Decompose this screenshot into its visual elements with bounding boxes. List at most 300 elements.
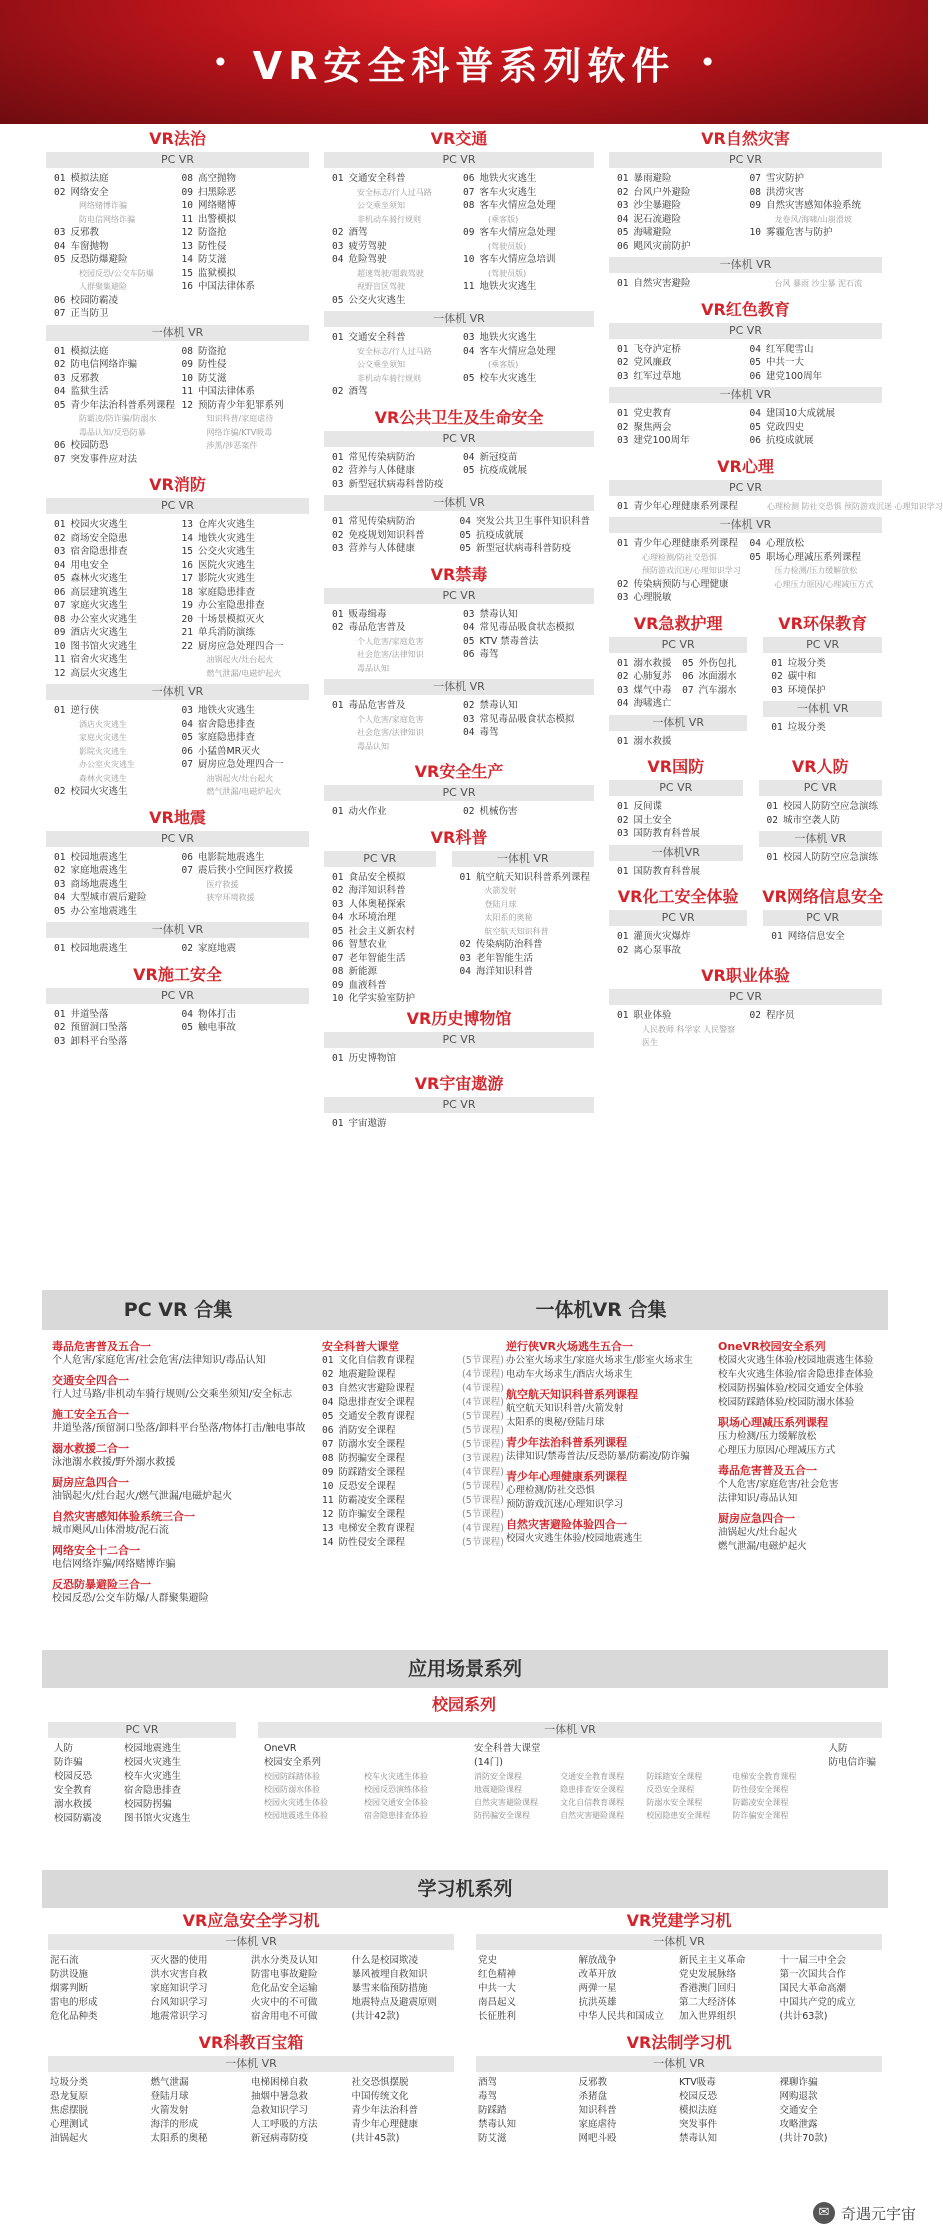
study-item: 第二大经济体 bbox=[679, 1997, 737, 2008]
collection-group-items: 办公室火场求生/家庭火场求生/影室火场求生 电动车火场求生/酒店火场求生 bbox=[506, 1355, 693, 1380]
study-item: 反邪教 bbox=[578, 2077, 608, 2088]
course-name: 自然灾害避险课程 bbox=[338, 1383, 415, 1394]
tail-block bbox=[828, 1742, 876, 1822]
onevr-item: 校车火灾逃生体验 bbox=[364, 1772, 428, 1781]
study-item: (共计70款) bbox=[779, 2133, 828, 2144]
pair-right bbox=[757, 886, 888, 965]
item-number: 01 bbox=[617, 538, 629, 549]
collection-group-title: OneVR校园安全系列 bbox=[718, 1340, 826, 1353]
software-item bbox=[463, 726, 590, 740]
item-label: 图书馆火灾逃生 bbox=[70, 640, 137, 652]
software-item bbox=[182, 226, 306, 240]
item-label: 宿舍火灾逃生 bbox=[70, 654, 128, 665]
item-number: 02 bbox=[459, 939, 471, 950]
study-item: 电梯困梯自救 bbox=[251, 2077, 309, 2088]
software-item bbox=[617, 1036, 746, 1050]
scene-item: 防诈骗 bbox=[54, 1757, 83, 1768]
item-number: 02 bbox=[617, 186, 629, 198]
item-number: 17 bbox=[181, 573, 193, 584]
item-label: 狭窄环境救援 bbox=[206, 893, 255, 902]
item-number: 01 bbox=[54, 1008, 66, 1020]
section-pair bbox=[603, 756, 888, 886]
item-label: 校园人防防空应急演练 bbox=[782, 852, 878, 863]
item-label: 卸料平台坠落 bbox=[70, 1035, 128, 1047]
collection-group-items: 法律知识/禁毒普法/反恐防暴/防霸凌/防诈骗 bbox=[506, 1451, 690, 1462]
software-item bbox=[332, 608, 459, 622]
study-grid bbox=[42, 2074, 460, 2148]
item-label: 反恐防爆避险 bbox=[70, 254, 128, 265]
course-row bbox=[322, 1410, 504, 1424]
page-title: VR安全科普系列软件 bbox=[252, 43, 676, 88]
software-item bbox=[750, 407, 879, 421]
study-item: 家庭虐待 bbox=[578, 2119, 617, 2130]
item-label: 国防教育科普展 bbox=[633, 828, 700, 839]
item-number: 04 bbox=[463, 727, 475, 738]
item-label: 沙尘暴避险 bbox=[633, 200, 681, 211]
pc-vr-label: PC VR bbox=[759, 780, 882, 796]
scene-pc bbox=[42, 1720, 242, 1828]
software-item bbox=[54, 731, 178, 745]
item-label: 视野盲区驾驶 bbox=[357, 282, 405, 291]
software-item bbox=[182, 599, 306, 613]
tail-item: 防电信诈骗 bbox=[828, 1757, 876, 1768]
item-label: 模拟法庭 bbox=[70, 173, 109, 184]
software-item bbox=[332, 699, 459, 713]
software-item bbox=[617, 277, 746, 291]
study-item: 红色精神 bbox=[478, 1969, 517, 1980]
item-label: 仓库火灾逃生 bbox=[197, 519, 255, 530]
item-number: 02 bbox=[463, 806, 475, 817]
item-number: 03 bbox=[463, 332, 475, 343]
course-number: 09 bbox=[322, 1467, 334, 1478]
software-item bbox=[332, 267, 459, 281]
software-item bbox=[750, 564, 879, 578]
study-item: 新民主主义革命 bbox=[679, 1955, 746, 1966]
item-label: 油锅起火/灶台起火 bbox=[206, 773, 274, 783]
item-number: 04 bbox=[463, 622, 475, 633]
software-item bbox=[182, 731, 306, 745]
section-production bbox=[318, 761, 600, 821]
section-title: VR历史博物馆 bbox=[406, 1008, 512, 1028]
onevr-item: 校园反恐演练体验 bbox=[364, 1785, 428, 1794]
software-item bbox=[332, 635, 459, 649]
item-number: 07 bbox=[54, 600, 66, 611]
study-item: 焦虑摆脱 bbox=[50, 2105, 89, 2116]
study-row bbox=[42, 2032, 888, 2148]
item-label: 外伤包扎 bbox=[698, 657, 737, 669]
collection-group-items: 校园火灾逃生体验/校园地震逃生 bbox=[506, 1533, 643, 1544]
item-label: 防霸凌/防诈骗/防溺水 bbox=[79, 414, 157, 423]
item-number: 01 bbox=[332, 173, 344, 184]
vr-label: 一体机 VR bbox=[763, 701, 882, 717]
software-item bbox=[463, 805, 590, 819]
item-number: 04 bbox=[463, 451, 475, 463]
study-item: 攻略泄露 bbox=[779, 2119, 818, 2130]
study-item: 网购退款 bbox=[779, 2091, 818, 2102]
item-label: 十场景模拟灭火 bbox=[197, 613, 265, 625]
item-number: 03 bbox=[181, 705, 193, 716]
software-item bbox=[332, 713, 459, 727]
section-title: VR心理 bbox=[717, 456, 774, 476]
item-label: 台风户外避险 bbox=[633, 186, 691, 198]
item-number: 08 bbox=[181, 345, 193, 357]
item-number: 06 bbox=[463, 649, 475, 660]
item-number: 01 bbox=[332, 871, 344, 883]
course-item: 防拐骗安全课程 bbox=[474, 1811, 530, 1820]
item-label: 化学实验室防护 bbox=[348, 993, 415, 1004]
item-label: 酒驾 bbox=[348, 227, 368, 238]
item-label: 个人危害/家庭危害 bbox=[357, 636, 424, 646]
software-item bbox=[54, 532, 178, 546]
item-label: 血液科普 bbox=[348, 979, 387, 991]
software-item bbox=[54, 186, 178, 200]
software-item bbox=[182, 186, 306, 200]
course-block-sub: (14门) bbox=[474, 1757, 504, 1768]
item-number: 01 bbox=[459, 871, 471, 883]
study-item: 社交恐惧摆脱 bbox=[351, 2077, 409, 2088]
section-title: VR法治 bbox=[149, 129, 206, 148]
section-chem bbox=[603, 886, 753, 959]
software-item bbox=[617, 172, 746, 186]
item-label: 毒驾 bbox=[479, 649, 499, 660]
scene-pc-grid bbox=[42, 1740, 242, 1828]
item-number: 02 bbox=[181, 943, 193, 954]
software-item bbox=[182, 1021, 306, 1035]
item-number: 06 bbox=[749, 435, 761, 446]
study-item: 青少年法治科普 bbox=[351, 2105, 419, 2116]
software-item bbox=[750, 240, 879, 254]
study-item: 洪水分类及认知 bbox=[251, 1955, 318, 1966]
scene-item: 安全教育 bbox=[54, 1785, 93, 1796]
software-item bbox=[182, 372, 306, 386]
software-item bbox=[332, 1117, 590, 1131]
item-label: 客车火情应急处理 bbox=[479, 200, 556, 211]
study-item: 烟雾判断 bbox=[50, 1983, 89, 1994]
item-number: 03 bbox=[617, 592, 629, 603]
vr-label: 一体机 VR bbox=[324, 679, 594, 695]
course-number: 07 bbox=[322, 1439, 334, 1450]
vr-label: 一体机 VR bbox=[609, 517, 882, 533]
item-label: 疲劳驾驶 bbox=[348, 240, 387, 252]
item-label: 商场安全隐患 bbox=[70, 532, 128, 544]
item-label: 公交乘坐须知 bbox=[357, 201, 405, 210]
software-item bbox=[332, 542, 456, 556]
software-item bbox=[463, 662, 590, 676]
item-label: 医生 bbox=[642, 1038, 658, 1047]
section-construction bbox=[40, 964, 315, 1051]
course-name: 文化自信教育课程 bbox=[338, 1355, 415, 1366]
vr-label: 一体机 VR bbox=[476, 1934, 882, 1950]
course-item: 电梯安全教育课程 bbox=[732, 1772, 797, 1781]
software-item bbox=[463, 464, 590, 478]
env-pc_items-grid bbox=[757, 655, 888, 700]
item-label: 防盗抢 bbox=[197, 345, 227, 357]
quake-vr_items-grid bbox=[40, 940, 315, 958]
item-number: 01 bbox=[332, 806, 344, 817]
item-label: 汽车溺水 bbox=[698, 684, 737, 696]
software-item bbox=[54, 294, 178, 308]
software-item bbox=[54, 613, 178, 627]
course-count: (4节课程) bbox=[462, 1383, 504, 1394]
item-label: 逆行侠 bbox=[70, 705, 99, 716]
study-item: 泥石流 bbox=[50, 1955, 79, 1966]
item-label: 党政四史 bbox=[765, 421, 804, 433]
study-item: 中华人民共和国成立 bbox=[578, 2011, 665, 2022]
study-item: 火箭发射 bbox=[150, 2105, 189, 2116]
software-item bbox=[332, 662, 459, 676]
software-item bbox=[182, 1008, 306, 1022]
section-env bbox=[757, 613, 888, 737]
study-item: 燃气泄漏 bbox=[150, 2077, 189, 2088]
software-item bbox=[617, 537, 746, 551]
item-number: 08 bbox=[54, 613, 66, 625]
software-item bbox=[617, 591, 746, 605]
item-label: 泥石流避险 bbox=[633, 213, 681, 225]
scene-bar bbox=[42, 1650, 888, 1688]
item-label: 触电事故 bbox=[197, 1022, 236, 1033]
software-item bbox=[54, 280, 178, 294]
item-label: 预留洞口坠落 bbox=[70, 1022, 128, 1033]
course-number: 04 bbox=[322, 1397, 334, 1408]
mental-pc_items-grid bbox=[603, 498, 943, 516]
study-item: (共计45款) bbox=[351, 2133, 400, 2144]
study-item: 宿舍用电不可做 bbox=[251, 2011, 318, 2022]
study-item: 人工呼吸的方法 bbox=[251, 2119, 318, 2130]
item-label: 校园地震逃生 bbox=[70, 943, 128, 954]
software-item bbox=[332, 199, 459, 213]
pc-vr-label: PC VR bbox=[324, 1032, 594, 1048]
software-item bbox=[54, 785, 178, 799]
study-item: 新冠病毒防疫 bbox=[251, 2133, 309, 2144]
software-item bbox=[182, 704, 306, 718]
item-label: 常见传染病防治 bbox=[348, 451, 415, 463]
software-item bbox=[463, 240, 590, 254]
study-item: 裸聊诈骗 bbox=[779, 2077, 818, 2088]
item-label: 井道坠落 bbox=[70, 1008, 109, 1020]
red-pc_items-grid bbox=[603, 341, 888, 386]
item-label: 心理检测 防社交恐惧 预防游戏沉迷 心理知识学习 bbox=[766, 501, 943, 511]
item-number: 05 bbox=[682, 657, 694, 669]
software-item bbox=[463, 280, 590, 294]
item-label: 防电信网络诈骗 bbox=[79, 214, 135, 224]
item-label: KTV 禁毒普法 bbox=[479, 635, 539, 647]
item-label: 职场心理减压系列课程 bbox=[765, 551, 861, 563]
item-label: 知识科普/家庭虐待 bbox=[206, 414, 274, 423]
software-item bbox=[332, 372, 459, 386]
study-item: KTV吸毒 bbox=[679, 2077, 716, 2088]
item-label: 压力检测/压力缓解放松 bbox=[774, 566, 858, 575]
study-item: 抗洪英雄 bbox=[578, 1997, 617, 2008]
collection-group-items: 泳池溺水救援/野外溺水救援 bbox=[52, 1457, 176, 1468]
item-number: 05 bbox=[459, 529, 471, 541]
software-item bbox=[182, 891, 306, 905]
software-item bbox=[332, 331, 459, 345]
item-label: 常见毒品吸食状态模拟 bbox=[479, 622, 575, 633]
item-label: 青少年法治科普系列课程 bbox=[70, 399, 175, 411]
software-item bbox=[182, 545, 306, 559]
study-block-title: VR法制学习机 bbox=[626, 2033, 732, 2052]
software-item bbox=[617, 186, 746, 200]
study-item: 模拟法庭 bbox=[679, 2105, 718, 2116]
collection-group-title: 自然灾害感知体验系统三合一 bbox=[52, 1510, 195, 1523]
software-item bbox=[750, 1036, 879, 1050]
study-item: 地震常识学习 bbox=[150, 2011, 208, 2022]
pc-vr-label: PC VR bbox=[324, 588, 594, 604]
item-number: 05 bbox=[749, 421, 761, 433]
item-label: 预防青少年犯罪系列 bbox=[197, 399, 284, 411]
item-number: 10 bbox=[463, 254, 475, 265]
software-item bbox=[332, 925, 432, 939]
item-number: 13 bbox=[181, 519, 193, 530]
software-item bbox=[54, 586, 178, 600]
item-number: 05 bbox=[749, 551, 761, 563]
software-item bbox=[463, 213, 590, 227]
item-number: 02 bbox=[54, 186, 66, 198]
item-label: 校园反恐/公交车防爆 bbox=[79, 268, 154, 278]
item-label: 历史博物馆 bbox=[348, 1052, 396, 1064]
course-row bbox=[322, 1480, 504, 1494]
defense-vr_items-grid bbox=[603, 863, 749, 881]
collection-group-items: 航空航天知识科普/火箭发射 太阳系的奥秘/登陆月球 bbox=[506, 1403, 624, 1428]
item-number: 02 bbox=[771, 671, 783, 682]
software-item bbox=[182, 1035, 306, 1049]
item-number: 05 bbox=[332, 294, 344, 306]
onevr-item: 校园地震逃生体验 bbox=[264, 1811, 328, 1820]
item-label: 雪灾防护 bbox=[765, 173, 804, 184]
collections-bar bbox=[42, 1290, 888, 1330]
software-item bbox=[182, 586, 306, 600]
item-label: (乘客版) bbox=[488, 214, 519, 224]
item-number: 01 bbox=[617, 735, 629, 747]
item-number: 06 bbox=[54, 586, 66, 598]
scene-vr-inner bbox=[252, 1740, 888, 1824]
course-count: (5节课程) bbox=[462, 1355, 504, 1366]
item-label: 防性侵 bbox=[197, 359, 227, 370]
item-number: 06 bbox=[54, 440, 66, 451]
science-pc_items-grid bbox=[318, 869, 442, 1008]
item-number: 04 bbox=[54, 386, 66, 397]
course-name: 防拐骗安全课程 bbox=[338, 1453, 405, 1464]
scene-row bbox=[42, 1720, 888, 1828]
item-label: 个人危害/家庭危害 bbox=[357, 714, 424, 724]
course-count: (5节课程) bbox=[462, 1425, 504, 1436]
collection-group-items: 井道坠落/预留洞口坠落/卸料平台坠落/物体打击/触电事故 bbox=[52, 1423, 306, 1434]
software-item bbox=[182, 640, 306, 654]
item-label: 红军过草地 bbox=[633, 370, 681, 382]
item-number: 06 bbox=[463, 173, 475, 184]
software-item bbox=[54, 704, 178, 718]
collection-group-items: 电信网络诈骗/网络赌博诈骗 bbox=[52, 1559, 176, 1570]
course-name: 防霸凌安全课程 bbox=[338, 1495, 405, 1506]
study-item: 抽烟中暑急救 bbox=[251, 2091, 309, 2102]
software-item bbox=[463, 621, 590, 635]
section-fire bbox=[40, 474, 315, 801]
item-label: 扫黑除恶 bbox=[197, 186, 236, 198]
study-item: 长征胜利 bbox=[478, 2011, 517, 2022]
science-pc bbox=[318, 849, 442, 1008]
onevr-title: OneVR bbox=[264, 1743, 297, 1754]
collection-group-title: 厨房应急四合一 bbox=[718, 1512, 795, 1525]
item-label: 毒品认知/反恐防暴 bbox=[79, 427, 146, 437]
scene-vr bbox=[252, 1720, 888, 1828]
course-name: 消防安全课程 bbox=[338, 1425, 396, 1436]
software-item bbox=[182, 253, 306, 267]
item-label: 车窗抛物 bbox=[70, 240, 109, 252]
item-label: 家庭隐患排查 bbox=[197, 586, 255, 598]
course-item: 隐患排查安全课程 bbox=[560, 1785, 625, 1794]
software-item bbox=[54, 372, 178, 386]
traffic-pc_items-grid bbox=[318, 170, 600, 309]
software-item bbox=[182, 942, 306, 956]
course-row bbox=[322, 1494, 504, 1508]
section-disaster bbox=[603, 128, 888, 293]
section-defense bbox=[603, 756, 749, 880]
item-label: 校园火灾逃生 bbox=[70, 519, 128, 530]
item-number: 10 bbox=[181, 200, 193, 211]
software-item bbox=[460, 925, 590, 939]
software-item bbox=[54, 439, 178, 453]
item-label: 中共一大 bbox=[765, 357, 804, 368]
item-number: 01 bbox=[332, 1052, 344, 1064]
software-item bbox=[617, 199, 746, 213]
pc-collection-title: PC VR 合集 bbox=[123, 1299, 233, 1321]
study-item: 太阳系的奥秘 bbox=[150, 2133, 208, 2144]
course-number: 14 bbox=[322, 1537, 334, 1548]
software-item bbox=[54, 626, 178, 640]
software-item bbox=[617, 684, 678, 698]
item-label: 防电信网络诈骗 bbox=[70, 359, 137, 370]
collection-group-items: 心理检测/防社交恐惧 预防游戏沉迷/心理知识学习 bbox=[506, 1485, 624, 1510]
software-item bbox=[460, 529, 590, 543]
software-item bbox=[332, 898, 432, 912]
vr-label: 一体机 VR bbox=[46, 325, 309, 341]
pc-vr-label: PC VR bbox=[46, 152, 309, 168]
software-item bbox=[54, 307, 178, 321]
software-item bbox=[54, 267, 178, 281]
software-item bbox=[182, 613, 306, 627]
item-label: 聚焦两会 bbox=[633, 421, 672, 433]
item-label: 心肺复苏 bbox=[633, 671, 672, 682]
study-item: 毒驾 bbox=[478, 2091, 498, 2102]
pc-vr-label: PC VR bbox=[48, 1722, 236, 1738]
item-number: 04 bbox=[617, 698, 629, 709]
item-label: 垃圾分类 bbox=[787, 657, 826, 669]
course-row bbox=[322, 1536, 504, 1550]
software-item bbox=[54, 518, 178, 532]
item-label: 新型冠状病毒科普防疫 bbox=[475, 543, 571, 554]
software-item bbox=[750, 186, 879, 200]
item-label: 办公室火灾逃生 bbox=[70, 613, 137, 625]
item-number: 05 bbox=[54, 905, 66, 917]
item-label: 宿舍隐患排查 bbox=[197, 718, 255, 730]
item-label: 水环境治理 bbox=[348, 912, 396, 923]
software-item bbox=[182, 718, 306, 732]
software-item bbox=[617, 213, 746, 227]
vr-collection-column-3 bbox=[718, 1334, 890, 1644]
item-number: 11 bbox=[463, 281, 475, 292]
software-item bbox=[182, 518, 306, 532]
item-number: 02 bbox=[617, 578, 629, 590]
item-label: 地铁火灾逃生 bbox=[479, 173, 537, 184]
pc-vr-label: PC VR bbox=[324, 152, 594, 168]
item-label: 客车火灾逃生 bbox=[479, 186, 537, 198]
course-row bbox=[322, 1452, 504, 1466]
item-label: 台风 暴雨 沙尘暴 泥石流 bbox=[774, 279, 863, 288]
course-count: (5节课程) bbox=[462, 1439, 504, 1450]
study-item: 解放战争 bbox=[578, 1955, 617, 1966]
item-label: 人体奥秘探索 bbox=[348, 898, 406, 910]
campus-title: 校园系列 bbox=[431, 1695, 496, 1714]
